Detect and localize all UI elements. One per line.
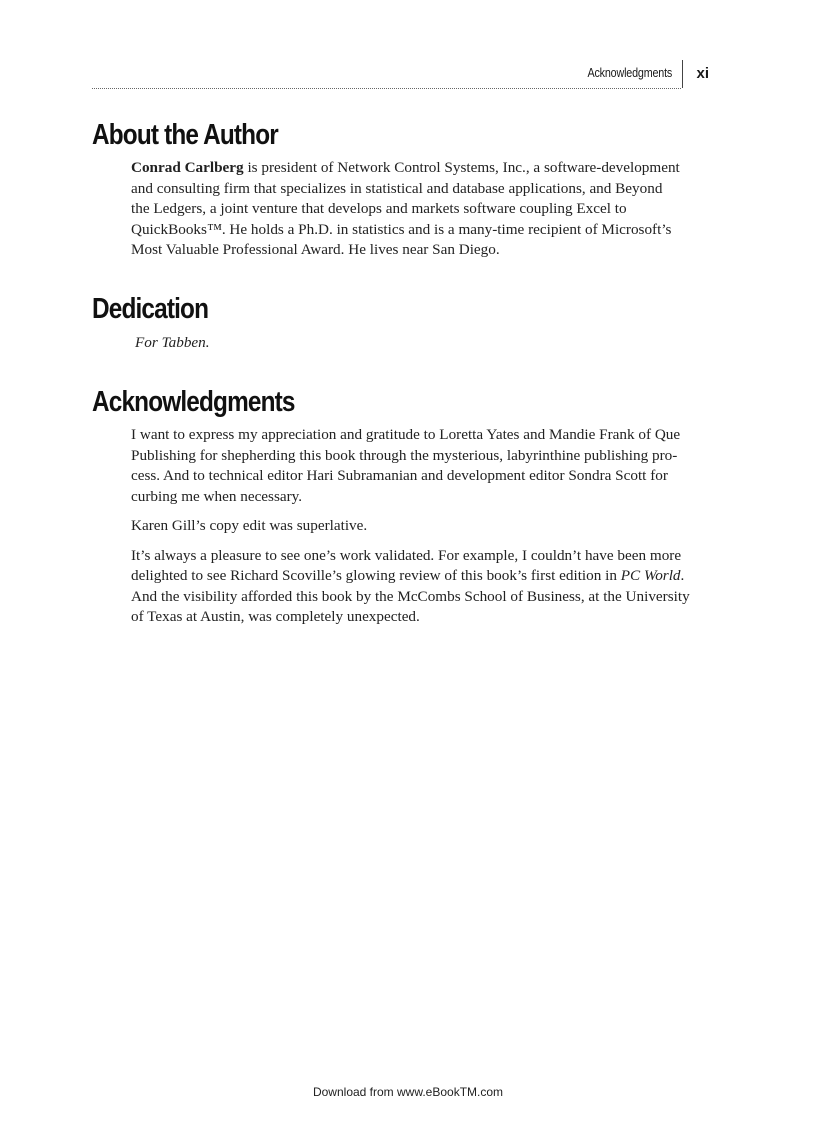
about-text	[131, 158, 723, 261]
about-line: and consulting firm that specializes in statistical and database applications, and Beyond	[131, 179, 663, 197]
ack-paragraph: Karen Gill’s copy edit was superlative.	[131, 517, 368, 534]
about-line: QuickBooks™. He holds a Ph.D. in statistics and is a many-time recipient of Microsoft’s	[131, 220, 672, 238]
page-number: xi	[696, 64, 709, 82]
dedication-heading: Dedication	[92, 293, 209, 325]
ack-paragraph: It’s always a pleasure to see one’s work validated. For example, I couldn’t have been more delighted to see Richard Scoville’s glowing review of this book’s first edition in PC World. And the visibility afforded this book by the McCombs School of Business, at the University of Texas at Austin, was completely unexpected.	[131, 546, 690, 625]
dedication-line: For Tabben.	[135, 334, 210, 351]
running-head-section: Acknowledgments	[587, 66, 673, 80]
publication-title: PC World	[620, 567, 681, 584]
about-heading: About the Author	[92, 119, 278, 151]
running-head	[572, 60, 709, 86]
dedication-text	[135, 333, 727, 354]
download-footer: Download from www.eBookTM.com	[312, 1085, 504, 1099]
about-line: Most Valuable Professional Award. He lives near San Diego.	[131, 241, 500, 258]
ack-paragraph: I want to express my appreciation and gratitude to Loretta Yates and Mandie Frank of Que Publishing for shepherding this book through the mysterious, labyrinthine publishing pro- cess. And to technical editor Hari Subramanian and development editor Sondra Scott for curbing me when necessary.	[131, 426, 681, 505]
acknowledgments-heading: Acknowledgments	[92, 386, 295, 418]
about-line: Conrad Carlberg is president of Network Control Systems, Inc., a software-development	[131, 159, 680, 176]
acknowledgments-text	[131, 425, 723, 628]
header-rule	[92, 88, 681, 89]
author-name: Conrad Carlberg	[131, 159, 244, 176]
about-line: the Ledgers, a joint venture that develops and markets software coupling Excel to	[131, 200, 627, 217]
